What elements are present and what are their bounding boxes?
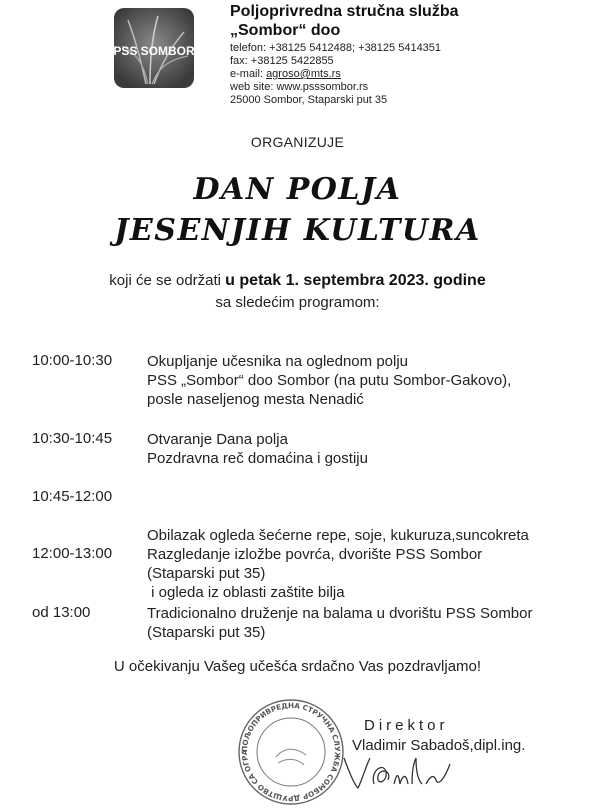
event-date: u petak 1. septembra 2023. godine — [225, 272, 486, 289]
program-desc-line: posle naseljenog mesta Nenadić — [147, 391, 364, 408]
program-desc-line: i ogleda iz oblasti zaštite bilja — [147, 584, 345, 601]
stamp-text: ПОЉОПРИВРЕДНА СТРУЧНА СЛУЖБА СОМБОР ДРУШТВО СА ОГРА — [239, 700, 343, 804]
email-link[interactable]: agroso@mts.rs — [266, 68, 341, 80]
director-title: Direktor — [364, 717, 449, 734]
program-desc-2 — [147, 430, 587, 468]
program-desc-line: Tradicionalno druženje na balama u dvorištu PSS Sombor — [147, 605, 533, 622]
contact-address: 25000 Sombor, Staparski put 35 — [230, 94, 388, 106]
program-time-3: 10:45-12:00 — [32, 488, 113, 505]
program-time-4: 12:00-13:00 — [32, 545, 113, 562]
program-desc-line: (Staparski put 35) — [147, 565, 266, 582]
org-name-line1: Poljoprivredna stručna služba — [230, 3, 459, 20]
program-desc-line: Razgledanje izložbe povrća, dvorište PSS Sombor — [147, 546, 483, 563]
program-desc-1 — [147, 352, 587, 409]
program-desc-line: Obilazak ogleda šećerne repe, soje, kukuruza,suncokreta — [147, 527, 529, 544]
program-desc-4 — [147, 545, 587, 583]
program-desc-line: PSS „Sombor“ doo Sombor (na putu Sombor-Gakovo), — [147, 372, 512, 389]
contact-telefon: telefon: +38125 5412488; +38125 5414351 — [230, 42, 442, 54]
director-signature — [340, 750, 455, 795]
program-desc-line: (Staparski put 35) — [147, 624, 266, 641]
logo-text: PSS SOMBOR — [113, 44, 195, 58]
program-time-2: 10:30-10:45 — [32, 430, 113, 447]
event-title-line2: JESENJIH KULTURA — [114, 213, 481, 248]
contact-fax: fax: +38125 5422855 — [230, 55, 334, 67]
date-prefix: koji će se održati — [109, 272, 226, 289]
program-time-5: od 13:00 — [32, 604, 91, 621]
official-stamp — [236, 697, 346, 807]
event-title-line1: DAN POLJA — [193, 172, 402, 207]
contact-email-row — [230, 68, 341, 81]
contact-website: web site: www.psssombor.rs — [230, 81, 369, 93]
program-intro: sa sledećim programom: — [215, 294, 380, 311]
pss-sombor-logo — [88, 6, 220, 90]
program-desc-line: Pozdravna reč domaćina i gostiju — [147, 450, 368, 467]
program-desc-line: Otvaranje Dana polja — [147, 431, 288, 448]
org-name-line2: „Sombor“ doo — [230, 22, 341, 39]
program-time-1: 10:00-10:30 — [32, 352, 113, 369]
email-label: e-mail: — [230, 68, 267, 80]
closing-greeting: U očekivanju Vašeg učešća srdačno Vas pozdravljamo! — [113, 658, 482, 675]
program-desc-line: Okupljanje učesnika na oglednom polju — [147, 353, 409, 370]
director-name: Vladimir Sabadoš,dipl.ing. — [352, 737, 526, 754]
program-desc-5 — [147, 604, 587, 642]
event-date-line — [0, 272, 595, 290]
intro-organizuje: ORGANIZUJE — [250, 134, 345, 150]
